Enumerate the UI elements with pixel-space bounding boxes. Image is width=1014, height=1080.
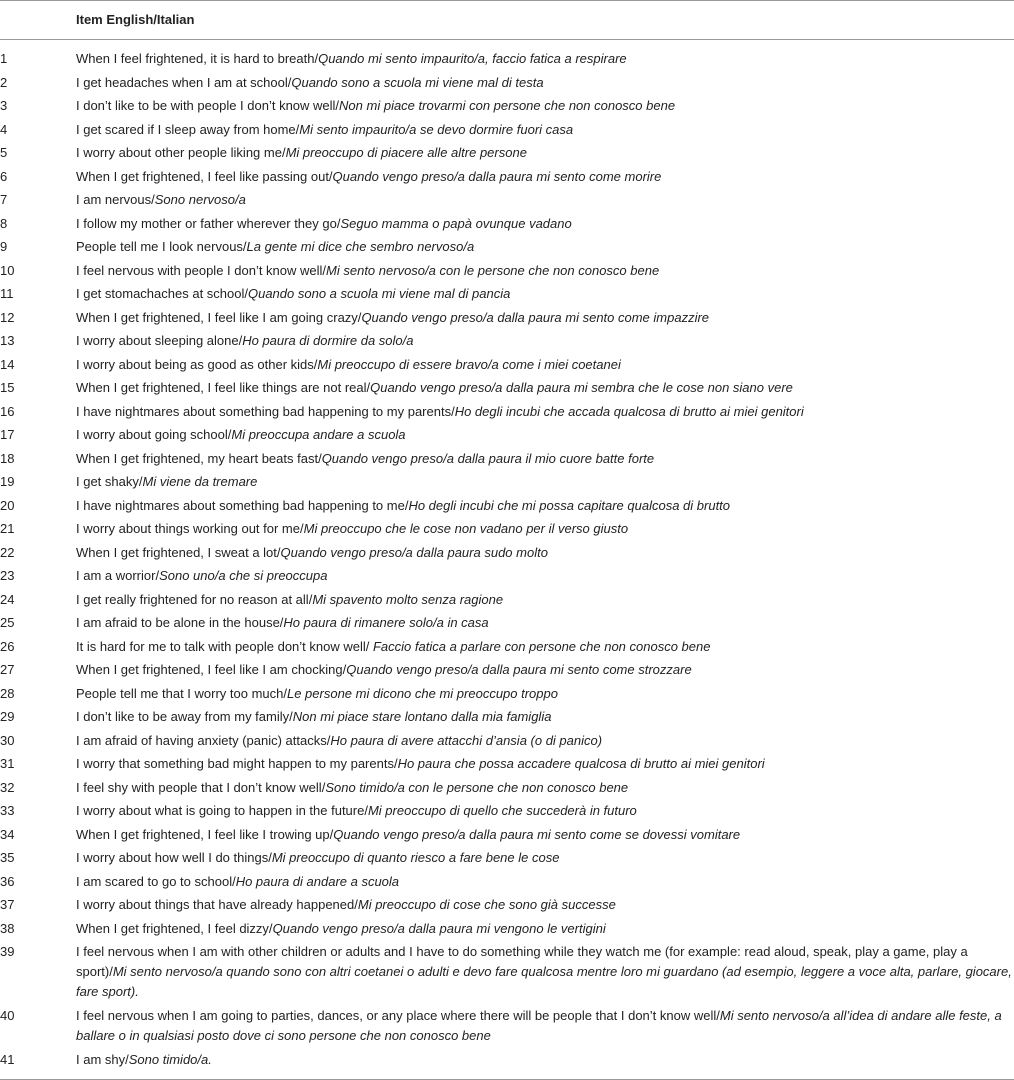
item-number: 4 <box>0 121 8 137</box>
item-text <box>76 1048 1014 1072</box>
item-text <box>76 1004 1014 1048</box>
table-row <box>0 235 1014 259</box>
item-number: 3 <box>0 98 8 113</box>
table-row <box>0 376 1014 400</box>
item-number: 40 <box>0 1008 15 1023</box>
item-english: I have nightmares about something bad happening to my parents/ <box>76 403 455 419</box>
item-english: When I get frightened, I feel like I trowing up/ <box>76 826 334 842</box>
item-text <box>76 846 1014 870</box>
item-italian: Ho degli incubi che accada qualcosa di brutto ai miei genitori <box>454 403 804 419</box>
table-row <box>0 917 1014 941</box>
table-row <box>0 893 1014 917</box>
item-number: 20 <box>0 497 15 513</box>
item-number: 37 <box>0 897 15 912</box>
item-text <box>76 165 1014 189</box>
item-text <box>76 940 1014 1004</box>
item-italian: Quando sono a scuola mi viene mal di testa <box>291 74 544 90</box>
item-italian: Quando mi sento impaurito/a, faccio fatica a respirare <box>318 51 627 66</box>
item-number: 33 <box>0 803 15 818</box>
item-italian: Faccio fatica a parlare con persone che non conosco bene <box>372 638 711 654</box>
item-english: When I get frightened, my heart beats fast/ <box>76 450 322 466</box>
table-row <box>0 588 1014 612</box>
item-english: I get shaky/ <box>76 474 143 489</box>
item-text <box>76 517 1014 541</box>
item-italian: Seguo mamma o papà ovunque vadano <box>340 215 572 231</box>
item-italian: Sono timido/a con le persone che non conosco bene <box>325 779 629 795</box>
item-text <box>76 470 1014 494</box>
item-text <box>76 40 1014 71</box>
item-italian: Mi sento impaurito/a se devo dormire fuori casa <box>299 121 574 137</box>
item-english: People tell me I look nervous/ <box>76 239 247 254</box>
item-english: When I get frightened, I feel dizzy/ <box>76 920 273 936</box>
item-text <box>76 447 1014 471</box>
table-row <box>0 94 1014 118</box>
item-italian: Mi spavento molto senza ragione <box>312 591 504 607</box>
table-row <box>0 353 1014 377</box>
item-italian: Sono nervoso/a <box>154 192 246 207</box>
item-number: 2 <box>0 74 8 90</box>
item-number: 21 <box>0 521 15 536</box>
item-english: When I get frightened, I feel like passing out/ <box>76 168 333 184</box>
table-row <box>0 752 1014 776</box>
table-row <box>0 282 1014 306</box>
item-number: 8 <box>0 215 8 231</box>
table-row <box>0 940 1014 1004</box>
table-row <box>0 1004 1014 1048</box>
item-italian: Sono uno/a che si preoccupa <box>159 568 328 583</box>
item-text <box>76 212 1014 236</box>
table-row <box>0 400 1014 424</box>
item-italian: Mi preoccupo di essere bravo/a come i miei coetanei <box>317 356 621 372</box>
header-item: Item English/Italian <box>76 1 1014 40</box>
table-row <box>0 635 1014 659</box>
item-italian: Mi sento nervoso/a all’idea di andare alle feste, a ballare o in qualsiasi posto dove ci sono persone che non conosco bene <box>76 1008 1002 1043</box>
table-row <box>0 71 1014 95</box>
item-english: I get really frightened for no reason at all/ <box>76 591 313 607</box>
table-row <box>0 729 1014 753</box>
item-number: 28 <box>0 685 15 701</box>
table-row <box>0 682 1014 706</box>
item-text <box>76 329 1014 353</box>
item-number: 5 <box>0 145 8 160</box>
item-number: 31 <box>0 756 15 771</box>
item-text <box>76 611 1014 635</box>
item-english: I have nightmares about something bad happening to me/ <box>76 497 409 513</box>
item-number: 24 <box>0 591 15 607</box>
item-english: I get headaches when I am at school/ <box>76 74 292 90</box>
item-english: I worry about going school/ <box>76 427 232 442</box>
item-english: It is hard for me to talk with people don’t know well/ <box>76 638 373 654</box>
item-number: 12 <box>0 309 15 325</box>
item-english: I get stomachaches at school/ <box>76 286 248 301</box>
item-italian: Mi sento nervoso/a quando sono con altri coetanei o adulti e devo fare qualcosa mentre loro mi guardano (ad esempio, leggere a voce alta, parlare, giocare, fare sport). <box>76 964 1012 999</box>
item-italian: Mi preoccupo di piacere alle altre persone <box>285 145 527 160</box>
item-number: 32 <box>0 779 15 795</box>
item-text <box>76 799 1014 823</box>
table-row <box>0 823 1014 847</box>
item-number: 7 <box>0 192 8 207</box>
table-row <box>0 611 1014 635</box>
item-number: 10 <box>0 262 15 278</box>
item-italian: Quando sono a scuola mi viene mal di pancia <box>247 286 511 301</box>
item-italian: Quando vengo preso/a dalla paura mi sembra che le cose non siano vere <box>370 380 793 395</box>
item-english: I worry about being as good as other kids/ <box>76 356 318 372</box>
item-text <box>76 729 1014 753</box>
item-english: When I get frightened, I feel like things are not real/ <box>76 380 371 395</box>
item-english: I feel nervous when I am going to parties, dances, or any place where there will be people that I don’t know well/ <box>76 1008 720 1023</box>
item-text <box>76 353 1014 377</box>
item-italian: Ho paura di dormire da solo/a <box>242 333 414 348</box>
item-italian: Mi sento nervoso/a con le persone che non conosco bene <box>326 262 660 278</box>
item-number: 18 <box>0 450 15 466</box>
bottom-rule <box>0 1079 1014 1080</box>
item-italian: Sono timido/a. <box>128 1052 212 1067</box>
item-italian: Mi preoccupo di cose che sono già successe <box>357 897 616 912</box>
item-italian: Mi preoccupo che le cose non vadano per il verso giusto <box>303 521 629 536</box>
item-number: 23 <box>0 568 15 583</box>
item-italian: Non mi piace trovarmi con persone che non conosco bene <box>339 98 676 113</box>
item-text <box>76 94 1014 118</box>
item-text <box>76 635 1014 659</box>
item-number: 27 <box>0 662 15 677</box>
table-row <box>0 165 1014 189</box>
table-row <box>0 799 1014 823</box>
item-english: I am afraid of having anxiety (panic) attacks/ <box>76 732 331 748</box>
item-italian: Ho paura di avere attacchi d’ansia (o di panico) <box>330 732 603 748</box>
item-italian: Non mi piace stare lontano dalla mia famiglia <box>292 709 552 724</box>
table-row <box>0 188 1014 212</box>
table-body <box>0 40 1014 1072</box>
item-number: 41 <box>0 1052 15 1067</box>
table-row <box>0 658 1014 682</box>
item-text <box>76 705 1014 729</box>
item-english: I worry about other people liking me/ <box>76 145 286 160</box>
item-number: 35 <box>0 850 15 865</box>
item-italian: Ho paura di andare a scuola <box>235 873 400 889</box>
item-text <box>76 259 1014 283</box>
item-text <box>76 682 1014 706</box>
item-english: I follow my mother or father wherever they go/ <box>76 215 341 231</box>
table-row <box>0 776 1014 800</box>
item-text <box>76 141 1014 165</box>
table-row <box>0 212 1014 236</box>
item-italian: Ho degli incubi che mi possa capitare qualcosa di brutto <box>408 497 731 513</box>
item-number: 17 <box>0 427 15 442</box>
item-english: I am shy/ <box>76 1052 129 1067</box>
table-row <box>0 423 1014 447</box>
item-number: 34 <box>0 826 15 842</box>
item-text <box>76 776 1014 800</box>
item-text <box>76 494 1014 518</box>
item-italian: Mi viene da tremare <box>142 474 258 489</box>
item-number: 29 <box>0 709 15 724</box>
table-row <box>0 118 1014 142</box>
table-row <box>0 329 1014 353</box>
item-english: I worry about sleeping alone/ <box>76 333 243 348</box>
item-italian: Ho paura di rimanere solo/a in casa <box>283 615 489 630</box>
item-italian: Ho paura che possa accadere qualcosa di brutto ai miei genitori <box>397 756 765 771</box>
item-text <box>76 118 1014 142</box>
item-number: 16 <box>0 403 15 419</box>
table-row <box>0 40 1014 71</box>
item-number: 39 <box>0 944 15 959</box>
table-row <box>0 259 1014 283</box>
item-english: People tell me that I worry too much/ <box>76 685 287 701</box>
item-number: 14 <box>0 356 15 372</box>
item-italian: Quando vengo preso/a dalla paura mi sento come strozzare <box>346 662 692 677</box>
item-italian: Mi preoccupa andare a scuola <box>231 427 406 442</box>
table-row <box>0 494 1014 518</box>
item-english: I worry about things that have already happened/ <box>76 897 358 912</box>
item-number: 25 <box>0 615 15 630</box>
item-english: I get scared if I sleep away from home/ <box>76 121 300 137</box>
item-text <box>76 658 1014 682</box>
item-text <box>76 306 1014 330</box>
item-italian: Quando vengo preso/a dalla paura mi sento come morire <box>332 168 662 184</box>
item-number: 9 <box>0 239 8 254</box>
item-text <box>76 188 1014 212</box>
table-row <box>0 447 1014 471</box>
item-text <box>76 400 1014 424</box>
table-row <box>0 870 1014 894</box>
table-row <box>0 141 1014 165</box>
item-italian: Quando vengo preso/a dalla paura mi sento come impazzire <box>361 309 710 325</box>
item-text <box>76 893 1014 917</box>
item-english: I worry about how well I do things/ <box>76 850 272 865</box>
table-row <box>0 541 1014 565</box>
item-italian: Quando vengo preso/a dalla paura mi vengono le vertigini <box>272 920 606 936</box>
item-number: 26 <box>0 638 15 654</box>
item-text <box>76 588 1014 612</box>
item-english: I worry about things working out for me/ <box>76 521 304 536</box>
item-text <box>76 564 1014 588</box>
item-english: I feel nervous with people I don’t know well/ <box>76 262 327 278</box>
item-number: 13 <box>0 333 15 348</box>
table-row <box>0 306 1014 330</box>
table-row <box>0 846 1014 870</box>
item-english: I am afraid to be alone in the house/ <box>76 615 284 630</box>
item-text <box>76 870 1014 894</box>
item-number: 6 <box>0 168 8 184</box>
table-row <box>0 517 1014 541</box>
item-text <box>76 752 1014 776</box>
item-english: I don’t like to be with people I don’t know well/ <box>76 98 340 113</box>
item-number: 30 <box>0 732 15 748</box>
table-row <box>0 470 1014 494</box>
item-italian: Le persone mi dicono che mi preoccupo troppo <box>286 685 558 701</box>
table-row <box>0 564 1014 588</box>
item-english: I feel nervous when I am with other children or adults and I have to do something while they watch me (for example: read aloud, speak, play a game, play a sport)/ <box>76 944 968 979</box>
item-english: When I feel frightened, it is hard to breath/ <box>76 51 319 66</box>
item-text <box>76 823 1014 847</box>
item-number: 19 <box>0 474 15 489</box>
item-text <box>76 376 1014 400</box>
item-number: 1 <box>0 51 8 66</box>
item-text <box>76 423 1014 447</box>
item-number: 11 <box>0 286 14 301</box>
item-italian: La gente mi dice che sembro nervoso/a <box>246 239 475 254</box>
item-number: 22 <box>0 544 15 560</box>
item-english: When I get frightened, I feel like I am chocking/ <box>76 662 347 677</box>
item-italian: Quando vengo preso/a dalla paura il mio cuore batte forte <box>321 450 655 466</box>
item-number: 36 <box>0 873 15 889</box>
item-english: When I get frightened, I sweat a lot/ <box>76 544 281 560</box>
table-header <box>0 1 1014 40</box>
table-row <box>0 705 1014 729</box>
item-text <box>76 541 1014 565</box>
item-english: I am nervous/ <box>76 192 155 207</box>
table-row <box>0 1048 1014 1072</box>
item-english: I worry about what is going to happen in the future/ <box>76 803 368 818</box>
item-english: I worry that something bad might happen to my parents/ <box>76 756 398 771</box>
item-english: I am scared to go to school/ <box>76 873 236 889</box>
item-italian: Quando vengo preso/a dalla paura sudo molto <box>280 544 548 560</box>
item-english: I feel shy with people that I don’t know well/ <box>76 779 326 795</box>
header-row <box>0 1 1014 40</box>
item-number: 38 <box>0 920 15 936</box>
item-italian: Mi preoccupo di quello che succederà in futuro <box>367 803 637 818</box>
item-number: 15 <box>0 380 15 395</box>
item-english: I don’t like to be away from my family/ <box>76 709 293 724</box>
item-english: I am a worrior/ <box>76 568 160 583</box>
item-text <box>76 235 1014 259</box>
item-text <box>76 917 1014 941</box>
item-italian: Quando vengo preso/a dalla paura mi sento come se dovessi vomitare <box>333 826 741 842</box>
item-english: When I get frightened, I feel like I am going crazy/ <box>76 309 362 325</box>
header-number <box>0 1 76 40</box>
item-text <box>76 71 1014 95</box>
item-text <box>76 282 1014 306</box>
item-italian: Mi preoccupo di quanto riesco a fare bene le cose <box>271 850 560 865</box>
